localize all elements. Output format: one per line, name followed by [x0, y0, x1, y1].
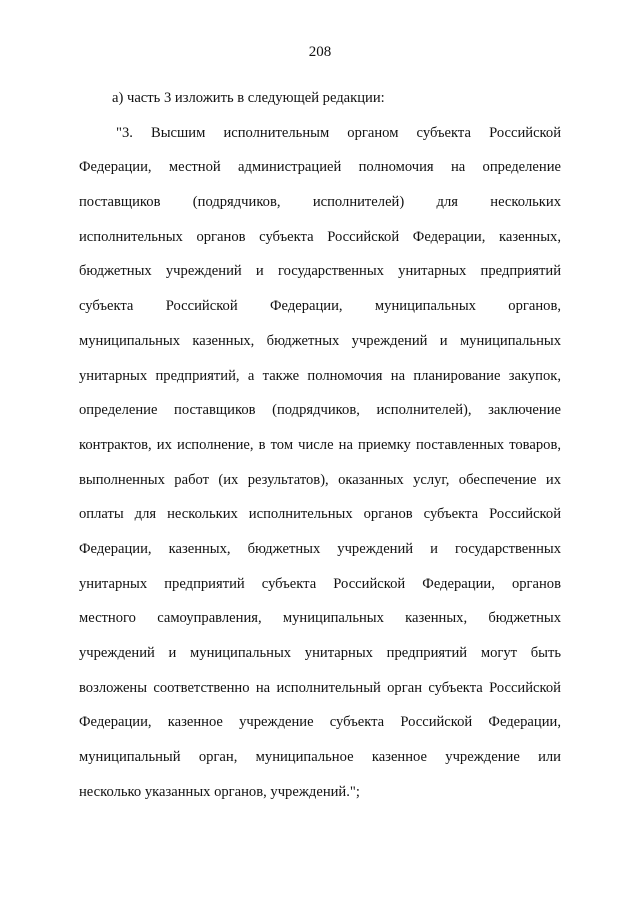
paragraph-line: определение поставщиков (подрядчиков, исполнителей), заключение [79, 402, 561, 419]
paragraph-line: поставщиков (подрядчиков, исполнителей) для нескольких [79, 194, 561, 211]
paragraph-line: муниципальный орган, муниципальное казенное учреждение или [79, 749, 561, 766]
paragraph-line: муниципальных казенных, бюджетных учреждений и муниципальных [79, 332, 561, 349]
document-body [79, 81, 561, 809]
paragraph-line: исполнительных органов субъекта Российской Федерации, казенных, [79, 228, 561, 245]
paragraph-line: возложены соответственно на исполнительный орган субъекта Российской [79, 679, 561, 696]
paragraph-line: местного самоуправления, муниципальных казенных, бюджетных [79, 610, 561, 627]
paragraph-line: учреждений и муниципальных унитарных предприятий могут быть [79, 645, 561, 661]
amendment-heading: а) часть 3 изложить в следующей редакции: [112, 90, 385, 106]
paragraph-line: контрактов, их исполнение, в том числе на приемку поставленных товаров, [79, 436, 561, 453]
paragraph-line: Федерации, казенных, бюджетных учреждений и государственных [79, 540, 561, 557]
paragraph-line: Федерации, местной администрацией полномочия на определение [79, 159, 561, 176]
paragraph-line: субъекта Российской Федерации, муниципальных органов, [79, 298, 561, 315]
paragraph-line: "3. Высшим исполнительным органом субъекта Российской [116, 124, 561, 141]
paragraph-line: оплаты для нескольких исполнительных органов субъекта Российской [79, 506, 561, 523]
page-number: 208 [308, 44, 332, 60]
paragraph-line: выполненных работ (их результатов), оказанных услуг, обеспечение их [79, 471, 561, 488]
paragraph-line: Федерации, казенное учреждение субъекта Российской Федерации, [79, 714, 561, 731]
paragraph-line: унитарных предприятий субъекта Российской Федерации, органов [79, 575, 561, 592]
paragraph-line: бюджетных учреждений и государственных унитарных предприятий [79, 263, 561, 280]
paragraph-line: несколько указанных органов, учреждений."; [79, 783, 360, 800]
paragraph-line: унитарных предприятий, а также полномочия на планирование закупок, [79, 367, 561, 384]
